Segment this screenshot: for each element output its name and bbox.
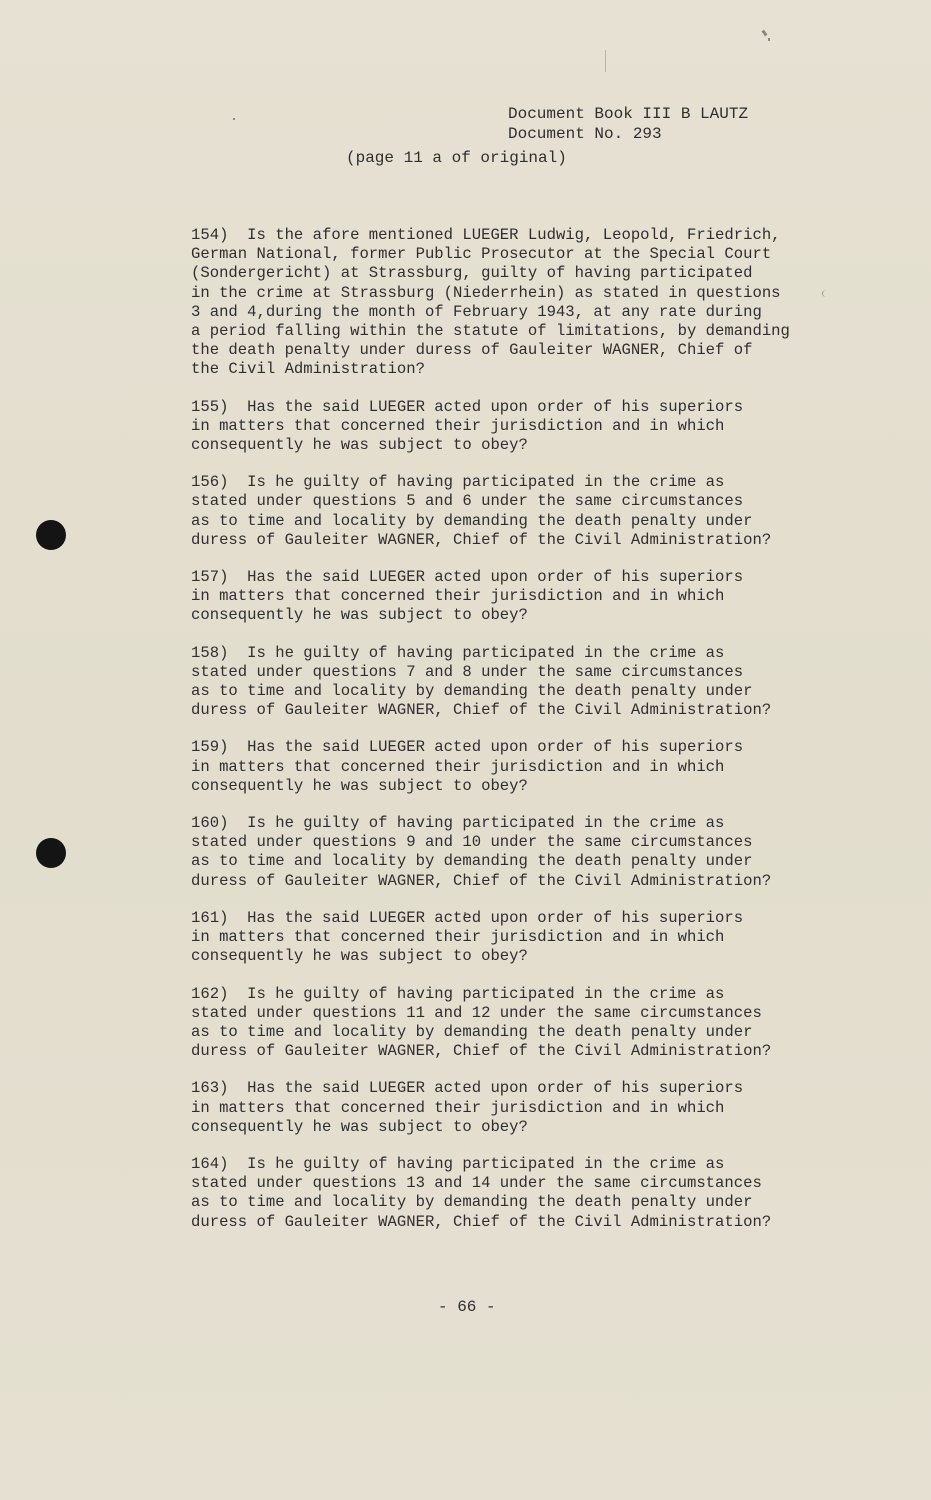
- question-paragraph: 161) Has the said LUEGER acted upon order of his superiors in matters that concerned their jurisdiction and in which consequently he was subject to obey?: [191, 908, 744, 966]
- punch-hole: [36, 520, 66, 550]
- question-paragraph: 163) Has the said LUEGER acted upon order of his superiors in matters that concerned their jurisdiction and in which consequently he was subject to obey?: [191, 1079, 744, 1136]
- question-paragraph: 162) Is he guilty of having participated in the crime as stated under questions 11 and 12 under the same circumstances as to time and locality by demanding the death penalty under duress of Gauleiter WAGNER, Chief of the Civil Administration?: [191, 984, 772, 1061]
- punch-hole: [36, 838, 66, 868]
- paper-speck: [768, 38, 770, 41]
- document-number-label: Document No. 293: [508, 125, 662, 143]
- question-paragraph: 160) Is he guilty of having participated in the crime as stated under questions 9 and 10 under the same circumstances as to time and locality by demanding the death penalty under duress of Gauleiter WAGNER, Chief of the Civil Administration?: [191, 814, 772, 890]
- document-book-label: Document Book III B LAUTZ: [508, 105, 749, 123]
- paper-crease: [605, 50, 606, 72]
- page-number: - 66 -: [438, 1298, 496, 1316]
- question-paragraph: 155) Has the said LUEGER acted upon order of his superiors in matters that concerned their jurisdiction and in which consequently he was subject to obey?: [191, 397, 744, 455]
- question-list: [191, 226, 811, 1250]
- paper-speck: [762, 30, 768, 37]
- question-paragraph: 158) Is he guilty of having participated in the crime as stated under questions 7 and 8 under the same circumstances as to time and locality by demanding the death penalty under duress of Gauleiter WAGNER, Chief of the Civil Administration?: [191, 643, 772, 720]
- paper-mark: [822, 290, 830, 297]
- question-paragraph: 159) Has the said LUEGER acted upon order of his superiors in matters that concerned their jurisdiction and in which consequently he was subject to obey?: [191, 738, 744, 795]
- paper-speck: [233, 118, 235, 120]
- question-paragraph: 157) Has the said LUEGER acted upon order of his superiors in matters that concerned their jurisdiction and in which consequently he was subject to obey?: [191, 568, 744, 625]
- question-paragraph: 164) Is he guilty of having participated in the crime as stated under questions 13 and 14 under the same circumstances as to time and locality by demanding the death penalty under duress of Gauleiter WAGNER, Chief of the Civil Administration?: [191, 1154, 772, 1231]
- question-paragraph: 154) Is the afore mentioned LUEGER Ludwig, Leopold, Friedrich, German National, former Public Prosecutor at the Special Court (Sondergericht) at Strassburg, guilty of having participated in the crime at Strassburg (Niederrhein) as stated in questions 3 and 4,during the month of February 1943, at any rate during a period falling within the statute of limitations, by demanding the death penalty under duress of Gauleiter WAGNER, Chief of the Civil Administration?: [191, 226, 790, 379]
- question-paragraph: 156) Is he guilty of having participated in the crime as stated under questions 5 and 6 under the same circumstances as to time and locality by demanding the death penalty under duress of Gauleiter WAGNER, Chief of the Civil Administration?: [191, 473, 772, 549]
- original-page-reference: (page 11 a of original): [346, 149, 567, 167]
- document-header: [508, 104, 748, 144]
